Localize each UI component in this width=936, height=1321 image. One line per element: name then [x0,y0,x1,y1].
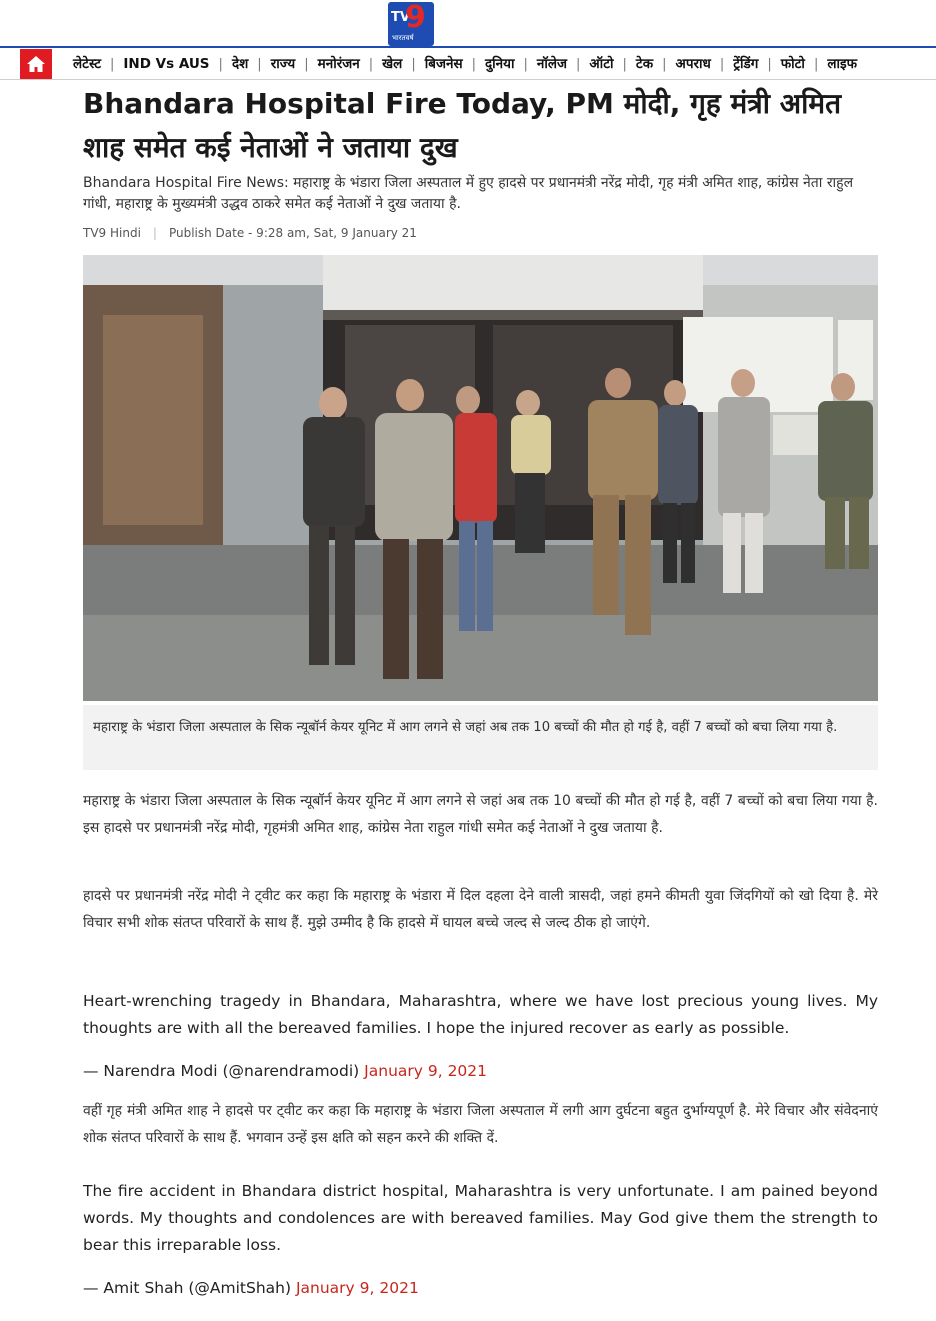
nav-item-trending[interactable]: ट्रेंडिंग [733,56,759,72]
nav-separator: | [719,56,725,72]
nav-item-duniya[interactable]: दुनिया [484,56,515,72]
nav-separator: | [411,56,416,72]
nav-separator: | [813,56,819,72]
article-paragraph-1: महाराष्ट्र के भंडारा जिला अस्पताल के सिक न्यूबॉर्न केयर यूनिट में आग लगने से जहां अब तक 10 बच्चों की मौत हो गई है, वहीं 7 बच्चों को बचा लिया गया है. इस हादसे पर प्रधानमंत्री नरेंद्र मोदी, गृहमंत्री अमित शाह, कांग्रेस नेता राहुल गांधी समेत कई नेताओं ने दुख जताया है. [83,793,878,836]
publish-date: Publish Date - 9:28 am, Sat, 9 January 21 [168,226,417,240]
article-meta [83,226,417,240]
nav-item-desh[interactable]: देश [231,56,249,72]
nav-item-rajya[interactable]: राज्य [270,56,296,72]
tweet-attribution-shah [83,1277,419,1299]
logo-sub-text: भारतवर्ष [392,34,414,42]
article-title: Bhandara Hospital Fire Today, PM मोदी, गृह मंत्री अमित शाह समेत कई नेताओं ने जताया दुख [83,87,842,164]
nav-separator: | [767,56,772,72]
nav-item-ind-vs-aus[interactable]: IND Vs AUS [123,56,210,72]
nav-separator: | [471,56,476,72]
article-paragraph-2: हादसे पर प्रधानमंत्री नरेंद्र मोदी ने ट्वीट कर कहा कि महाराष्ट्र के भंडारा में दिल दहला देने वाली त्रासदी, जहां हमने कीमती युवा जिंदगियों को खो दिया है. मेरे विचार सभी शोक संतप्त परिवारों के साथ हैं. मुझे उम्मीद है कि हादसे में घायल बच्चे जल्द से जल्द ठीक हो जाएंगे. [83,888,878,931]
nav-separator: | [257,56,262,72]
tweet-quote-shah: The fire accident in Bhandara district hospital, Maharashtra is very unfortunate. I am pained beyond words. My thoughts and condolences are with bereaved families. May God give them the strength to bear this irreparable loss. [83,1182,878,1254]
tweet-attribution-modi [83,1060,487,1082]
tv9-logo[interactable] [388,2,434,46]
nav-item-knowledge[interactable]: नॉलेज [536,56,568,72]
tweet-author-shah: — Amit Shah (@AmitShah) [83,1279,292,1297]
nav-item-apradh[interactable]: अपराध [675,56,711,72]
article-summary: Bhandara Hospital Fire News: महाराष्ट्र के भंडारा जिला अस्पताल में हुए हादसे पर प्रधानमंत्री नरेंद्र मोदी, गृह मंत्री अमित शाह, कांग्रेस नेता राहुल गांधी, महाराष्ट्र के मुख्यमंत्री उद्धव ठाकरे समेत कई नेताओं ने दुख जताया है. [83,175,854,212]
nav-separator: | [304,56,309,72]
article-photo [83,255,878,701]
tweet-author-modi: — Narendra Modi (@narendramodi) [83,1062,360,1080]
meta-separator: | [152,226,157,240]
logo-tv-text: TV [391,10,410,25]
tweet-quote-modi: Heart-wrenching tragedy in Bhandara, Maharashtra, where we have lost precious young lives. My thoughts are with all the bereaved families. I hope the injured recover as early as possible. [83,992,878,1037]
tweet-date-link-modi[interactable]: January 9, 2021 [364,1062,488,1080]
hospital-scene-image [83,255,878,701]
nav-item-life[interactable]: लाइफ [827,56,858,72]
nav-separator: | [576,56,581,72]
nav-separator: | [622,56,627,72]
photo-caption: महाराष्ट्र के भंडारा जिला अस्पताल के सिक न्यूबॉर्न केयर यूनिट में आग लगने से जहां अब तक 10 बच्चों की मौत हो गई है, वहीं 7 बच्चों को बचा लिया गया है. [83,705,878,770]
nav-item-khel[interactable]: खेल [382,56,403,72]
nav-item-latest[interactable]: लेटेस्ट [73,56,102,72]
main-nav [0,48,936,80]
home-icon[interactable] [20,49,52,79]
article-paragraph-3: वहीं गृह मंत्री अमित शाह ने हादसे पर ट्वीट कर कहा कि महाराष्ट्र के भंडारा जिला अस्पताल में लगी आग दुर्घटना बहुत दुर्भाग्यपूर्ण है. मेरे विचार और संवेदनाएं शोक संतप्त परिवारों के साथ हैं. भगवान उन्हें इस क्षति को सहन करने की शक्ति दें. [83,1103,878,1146]
nav-item-tech[interactable]: टेक [635,56,654,72]
tweet-date-link-shah[interactable]: January 9, 2021 [295,1279,419,1297]
site-header [0,0,936,48]
nav-separator: | [523,56,528,72]
nav-item-business[interactable]: बिजनेस [424,56,463,72]
logo-nine-text: 9 [405,0,426,35]
nav-items [64,48,866,80]
nav-item-auto[interactable]: ऑटो [589,56,614,72]
nav-item-manoranjan[interactable]: मनोरंजन [317,56,360,72]
author-name[interactable]: TV9 Hindi [83,226,141,240]
nav-item-photo[interactable]: फोटो [780,56,805,72]
nav-separator: | [368,56,374,72]
nav-separator: | [662,56,667,72]
nav-separator: | [110,56,115,72]
nav-separator: | [218,56,223,72]
